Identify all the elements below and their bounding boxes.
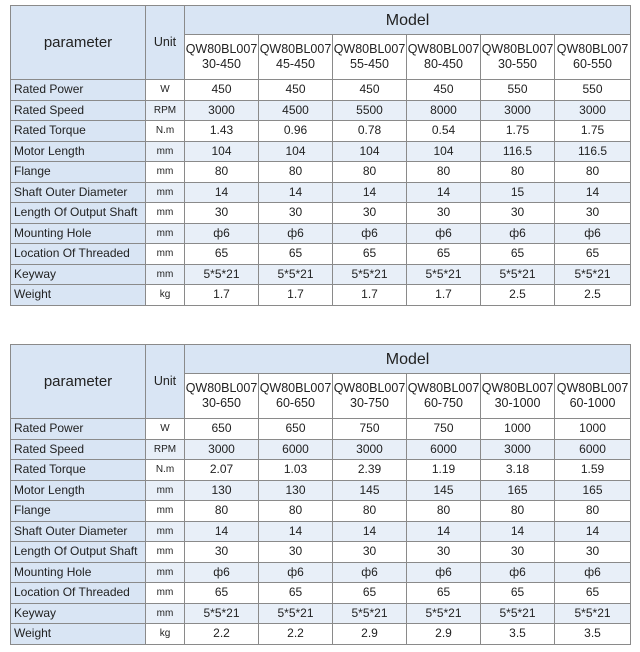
table-row	[11, 603, 631, 624]
unit-cell: mm	[146, 264, 185, 285]
value-cell: 550	[481, 80, 555, 101]
value-cell: 65	[481, 583, 555, 604]
model-name-cell	[407, 374, 481, 419]
model-variant: 30-450	[202, 57, 241, 71]
table-row	[11, 285, 631, 306]
unit-cell: mm	[146, 480, 185, 501]
value-cell: 3.5	[481, 624, 555, 645]
value-cell: 5*5*21	[407, 603, 481, 624]
value-cell: 14	[481, 521, 555, 542]
value-cell: ф6	[407, 223, 481, 244]
value-cell: 80	[333, 501, 407, 522]
value-cell: 65	[407, 244, 481, 265]
value-cell: 30	[185, 203, 259, 224]
value-cell: 165	[555, 480, 631, 501]
parameter-header: parameter	[11, 6, 146, 80]
parameter-label: Rated Power	[11, 419, 146, 440]
value-cell: 80	[555, 162, 631, 183]
value-cell: 3000	[481, 439, 555, 460]
table-row	[11, 439, 631, 460]
parameter-label: Flange	[11, 501, 146, 522]
model-variant: 80-450	[424, 57, 463, 71]
parameter-label: Mounting Hole	[11, 562, 146, 583]
value-cell: 116.5	[481, 141, 555, 162]
value-cell: 80	[407, 501, 481, 522]
unit-header: Unit	[146, 6, 185, 80]
table-row	[11, 141, 631, 162]
value-cell: 80	[185, 501, 259, 522]
model-name-cell	[259, 35, 333, 80]
model-series: QW80BL007	[407, 381, 480, 395]
unit-cell: N.m	[146, 121, 185, 142]
value-cell: 5*5*21	[185, 264, 259, 285]
parameter-label: Keyway	[11, 603, 146, 624]
model-name-cell	[555, 35, 631, 80]
value-cell: 2.5	[481, 285, 555, 306]
value-cell: ф6	[555, 562, 631, 583]
table-row	[11, 583, 631, 604]
value-cell: 30	[555, 203, 631, 224]
value-cell: 1.75	[481, 121, 555, 142]
table-row	[11, 419, 631, 440]
model-name-cell	[185, 35, 259, 80]
value-cell: 14	[259, 182, 333, 203]
value-cell: 6000	[259, 439, 333, 460]
parameter-label: Shaft Outer Diameter	[11, 521, 146, 542]
model-variant: 30-550	[498, 57, 537, 71]
parameter-label: Rated Power	[11, 80, 146, 101]
value-cell: ф6	[259, 562, 333, 583]
model-name-cell	[407, 35, 481, 80]
parameter-label: Rated Torque	[11, 460, 146, 481]
parameter-label: Location Of Threaded	[11, 583, 146, 604]
value-cell: 3.18	[481, 460, 555, 481]
model-series: QW80BL007	[185, 381, 258, 395]
parameter-label: Rated Speed	[11, 439, 146, 460]
table-row	[11, 521, 631, 542]
table-row	[11, 501, 631, 522]
unit-cell: mm	[146, 244, 185, 265]
value-cell: 30	[333, 542, 407, 563]
value-cell: 14	[407, 182, 481, 203]
value-cell: 2.2	[259, 624, 333, 645]
value-cell: 145	[407, 480, 481, 501]
value-cell: 65	[185, 583, 259, 604]
value-cell: 1.7	[259, 285, 333, 306]
model-variant: 30-750	[350, 396, 389, 410]
parameter-label: Length Of Output Shaft	[11, 542, 146, 563]
parameter-label: Rated Speed	[11, 100, 146, 121]
model-variant: 60-650	[276, 396, 315, 410]
value-cell: 65	[555, 583, 631, 604]
value-cell: 4500	[259, 100, 333, 121]
table-row	[11, 624, 631, 645]
table-row	[11, 100, 631, 121]
model-series: QW80BL007	[556, 42, 629, 56]
value-cell: 5500	[333, 100, 407, 121]
model-variant: 60-750	[424, 396, 463, 410]
value-cell: 1000	[481, 419, 555, 440]
unit-cell: W	[146, 80, 185, 101]
value-cell: 30	[555, 542, 631, 563]
value-cell: 104	[407, 141, 481, 162]
value-cell: 450	[259, 80, 333, 101]
value-cell: ф6	[185, 223, 259, 244]
table-row	[11, 244, 631, 265]
value-cell: 30	[481, 203, 555, 224]
value-cell: 3000	[185, 100, 259, 121]
value-cell: 130	[185, 480, 259, 501]
value-cell: 14	[333, 182, 407, 203]
value-cell: 80	[185, 162, 259, 183]
value-cell: 1.59	[555, 460, 631, 481]
value-cell: 1.03	[259, 460, 333, 481]
value-cell: 3000	[481, 100, 555, 121]
value-cell: 5*5*21	[333, 603, 407, 624]
value-cell: 65	[333, 244, 407, 265]
value-cell: ф6	[407, 562, 481, 583]
value-cell: 2.9	[407, 624, 481, 645]
model-variant: 60-1000	[569, 396, 616, 410]
table-row	[11, 480, 631, 501]
value-cell: 5*5*21	[259, 603, 333, 624]
table-row	[11, 460, 631, 481]
model-header: Model	[185, 6, 631, 35]
value-cell: 5*5*21	[185, 603, 259, 624]
value-cell: 550	[555, 80, 631, 101]
model-name-cell	[333, 35, 407, 80]
value-cell: 30	[259, 203, 333, 224]
table-row	[11, 162, 631, 183]
value-cell: 1.75	[555, 121, 631, 142]
model-variant: 30-650	[202, 396, 241, 410]
value-cell: 104	[185, 141, 259, 162]
unit-cell: mm	[146, 223, 185, 244]
value-cell: 14	[333, 521, 407, 542]
value-cell: 1.43	[185, 121, 259, 142]
value-cell: 5*5*21	[481, 603, 555, 624]
model-series: QW80BL007	[333, 381, 406, 395]
value-cell: 450	[185, 80, 259, 101]
parameter-label: Rated Torque	[11, 121, 146, 142]
unit-cell: mm	[146, 521, 185, 542]
value-cell: 3000	[555, 100, 631, 121]
value-cell: 3.5	[555, 624, 631, 645]
value-cell: 80	[333, 162, 407, 183]
unit-cell: W	[146, 419, 185, 440]
value-cell: 1.7	[185, 285, 259, 306]
unit-cell: mm	[146, 182, 185, 203]
value-cell: 145	[333, 480, 407, 501]
value-cell: 1.19	[407, 460, 481, 481]
value-cell: 165	[481, 480, 555, 501]
unit-cell: mm	[146, 583, 185, 604]
value-cell: 5*5*21	[333, 264, 407, 285]
value-cell: 1.7	[407, 285, 481, 306]
model-series: QW80BL007	[556, 381, 629, 395]
value-cell: 2.9	[333, 624, 407, 645]
parameter-label: Weight	[11, 624, 146, 645]
unit-cell: mm	[146, 203, 185, 224]
value-cell: 650	[259, 419, 333, 440]
value-cell: 65	[481, 244, 555, 265]
parameter-label: Motor Length	[11, 141, 146, 162]
value-cell: 14	[555, 521, 631, 542]
model-variant: 55-450	[350, 57, 389, 71]
parameter-label: Shaft Outer Diameter	[11, 182, 146, 203]
value-cell: 30	[407, 203, 481, 224]
value-cell: ф6	[185, 562, 259, 583]
value-cell: 30	[407, 542, 481, 563]
value-cell: 5*5*21	[555, 603, 631, 624]
value-cell: 0.54	[407, 121, 481, 142]
value-cell: 650	[185, 419, 259, 440]
value-cell: 6000	[555, 439, 631, 460]
parameter-label: Length Of Output Shaft	[11, 203, 146, 224]
value-cell: 130	[259, 480, 333, 501]
model-variant: 45-450	[276, 57, 315, 71]
value-cell: 65	[259, 583, 333, 604]
model-variant: 30-1000	[494, 396, 541, 410]
value-cell: 30	[185, 542, 259, 563]
unit-cell: kg	[146, 624, 185, 645]
value-cell: 65	[407, 583, 481, 604]
model-name-cell	[555, 374, 631, 419]
value-cell: 1.7	[333, 285, 407, 306]
value-cell: 80	[481, 501, 555, 522]
value-cell: 116.5	[555, 141, 631, 162]
model-series: QW80BL007	[259, 42, 332, 56]
unit-cell: N.m	[146, 460, 185, 481]
value-cell: 14	[407, 521, 481, 542]
value-cell: ф6	[333, 223, 407, 244]
spec-table-1	[10, 5, 631, 306]
value-cell: 14	[185, 182, 259, 203]
parameter-label: Keyway	[11, 264, 146, 285]
unit-header: Unit	[146, 345, 185, 419]
value-cell: 14	[185, 521, 259, 542]
table-row	[11, 264, 631, 285]
value-cell: 5*5*21	[481, 264, 555, 285]
unit-cell: kg	[146, 285, 185, 306]
value-cell: 80	[555, 501, 631, 522]
table-row	[11, 542, 631, 563]
value-cell: 65	[333, 583, 407, 604]
parameter-label: Mounting Hole	[11, 223, 146, 244]
value-cell: ф6	[481, 223, 555, 244]
value-cell: 3000	[333, 439, 407, 460]
model-series: QW80BL007	[259, 381, 332, 395]
table-row	[11, 223, 631, 244]
model-series: QW80BL007	[333, 42, 406, 56]
value-cell: 5*5*21	[555, 264, 631, 285]
model-name-cell	[259, 374, 333, 419]
parameter-header: parameter	[11, 345, 146, 419]
value-cell: 3000	[185, 439, 259, 460]
value-cell: 30	[333, 203, 407, 224]
value-cell: 80	[259, 162, 333, 183]
value-cell: 15	[481, 182, 555, 203]
model-name-cell	[185, 374, 259, 419]
model-series: QW80BL007	[481, 381, 554, 395]
parameter-label: Weight	[11, 285, 146, 306]
value-cell: 80	[481, 162, 555, 183]
model-name-cell	[481, 374, 555, 419]
unit-cell: mm	[146, 501, 185, 522]
value-cell: 2.2	[185, 624, 259, 645]
value-cell: 750	[333, 419, 407, 440]
unit-cell: mm	[146, 141, 185, 162]
value-cell: 65	[185, 244, 259, 265]
value-cell: 30	[259, 542, 333, 563]
value-cell: 65	[259, 244, 333, 265]
spec-table-2	[10, 344, 631, 645]
value-cell: 14	[555, 182, 631, 203]
value-cell: 0.96	[259, 121, 333, 142]
value-cell: 2.07	[185, 460, 259, 481]
value-cell: ф6	[333, 562, 407, 583]
unit-cell: RPM	[146, 439, 185, 460]
table-row	[11, 562, 631, 583]
unit-cell: RPM	[146, 100, 185, 121]
value-cell: 80	[407, 162, 481, 183]
unit-cell: mm	[146, 603, 185, 624]
value-cell: ф6	[555, 223, 631, 244]
unit-cell: mm	[146, 562, 185, 583]
value-cell: 30	[481, 542, 555, 563]
value-cell: 80	[259, 501, 333, 522]
model-header: Model	[185, 345, 631, 374]
value-cell: ф6	[259, 223, 333, 244]
model-series: QW80BL007	[407, 42, 480, 56]
value-cell: 5*5*21	[259, 264, 333, 285]
model-name-cell	[333, 374, 407, 419]
value-cell: 65	[555, 244, 631, 265]
value-cell: 14	[259, 521, 333, 542]
model-variant: 60-550	[573, 57, 612, 71]
model-series: QW80BL007	[185, 42, 258, 56]
unit-cell: mm	[146, 162, 185, 183]
parameter-label: Motor Length	[11, 480, 146, 501]
parameter-label: Flange	[11, 162, 146, 183]
value-cell: 2.5	[555, 285, 631, 306]
value-cell: 6000	[407, 439, 481, 460]
value-cell: 5*5*21	[407, 264, 481, 285]
value-cell: 104	[333, 141, 407, 162]
table-row	[11, 80, 631, 101]
parameter-label: Location Of Threaded	[11, 244, 146, 265]
value-cell: 0.78	[333, 121, 407, 142]
value-cell: 750	[407, 419, 481, 440]
model-series: QW80BL007	[481, 42, 554, 56]
table-row	[11, 203, 631, 224]
unit-cell: mm	[146, 542, 185, 563]
value-cell: 2.39	[333, 460, 407, 481]
value-cell: 1000	[555, 419, 631, 440]
model-name-cell	[481, 35, 555, 80]
value-cell: 104	[259, 141, 333, 162]
table-row	[11, 121, 631, 142]
table-row	[11, 182, 631, 203]
value-cell: 450	[333, 80, 407, 101]
value-cell: ф6	[481, 562, 555, 583]
value-cell: 8000	[407, 100, 481, 121]
value-cell: 450	[407, 80, 481, 101]
